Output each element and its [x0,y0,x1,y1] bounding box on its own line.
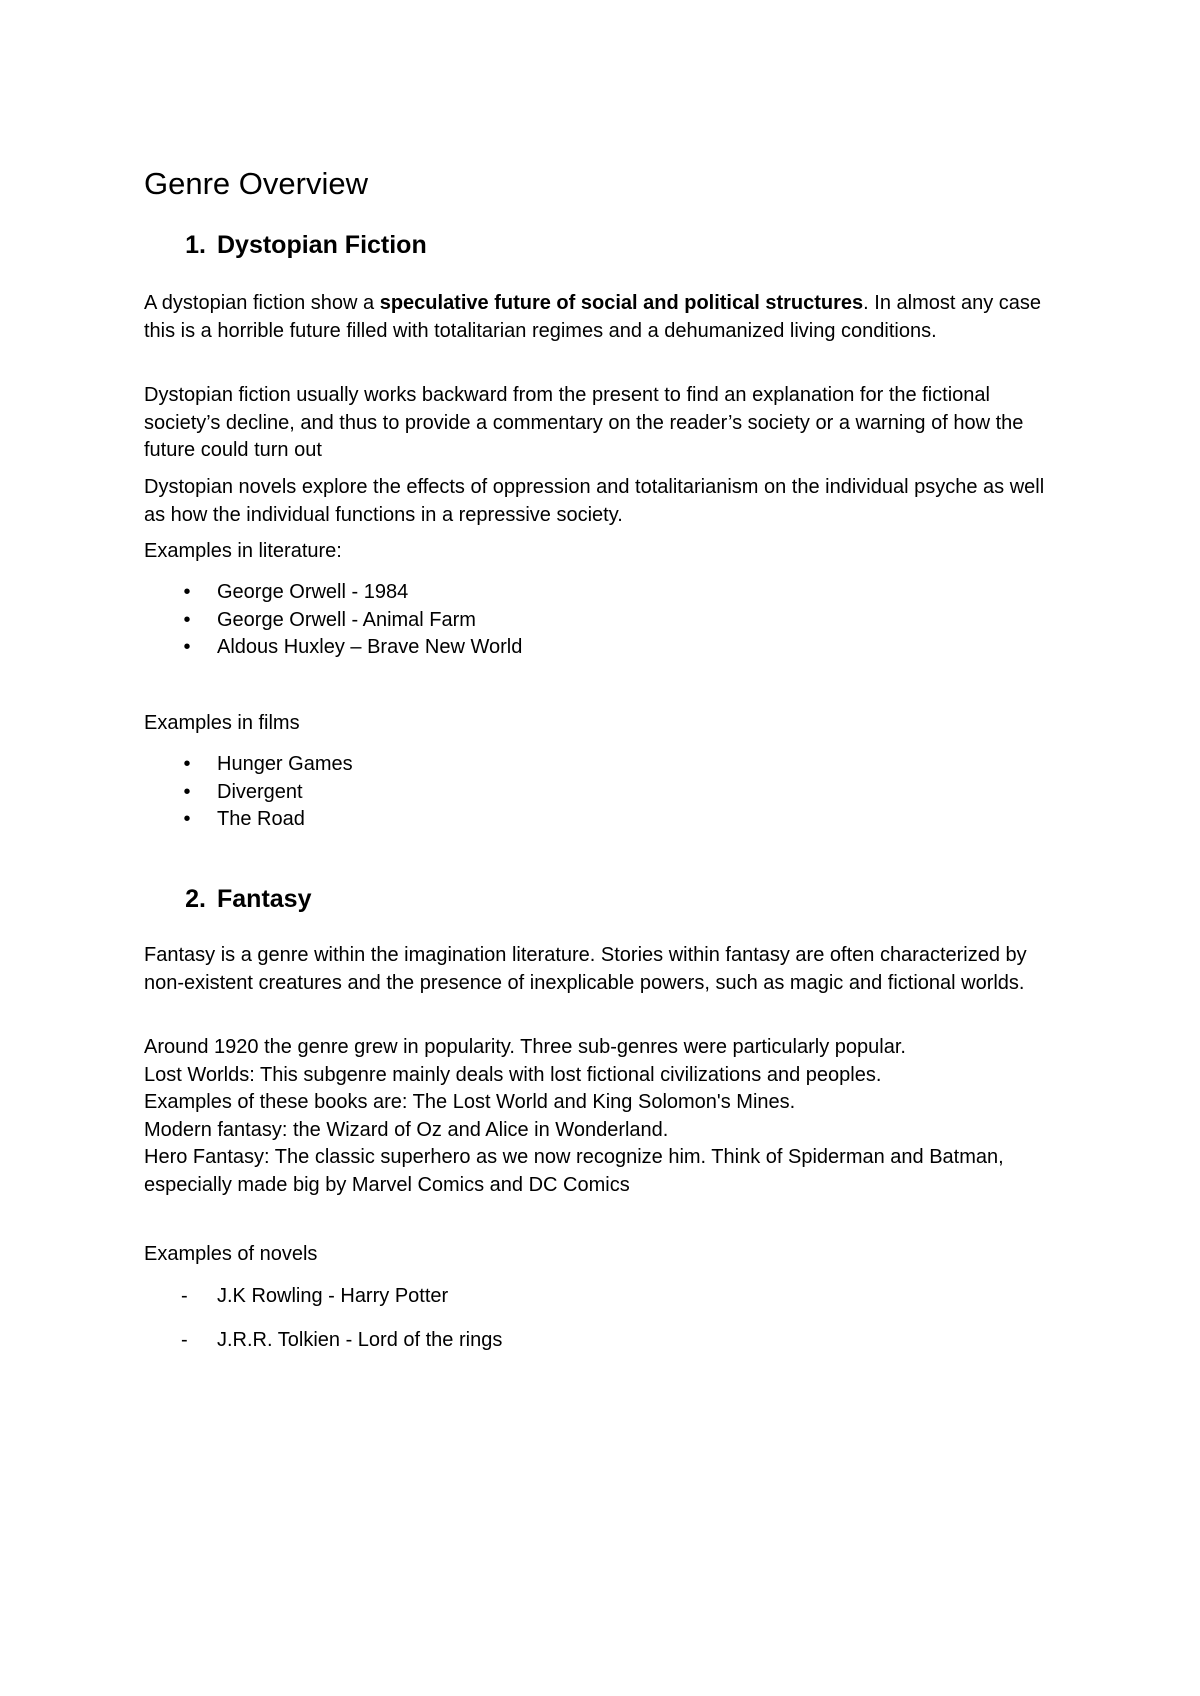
dystopian-paragraph: Dystopian novels explore the effects of oppression and totalitarianism on the individual psyche as well as how the individual functions in a repressive society. [144,476,1045,526]
list-item: • George Orwell - 1984 [144,579,522,607]
literature-examples-list [144,579,522,662]
film-examples-label: Examples in films [144,712,300,734]
section-heading-fantasy [144,884,311,914]
bullet-icon: • [183,780,191,803]
fantasy-paragraph: Around 1920 the genre grew in popularity. Three sub-genres were particularly popular. Lost Worlds: This subgenre mainly deals with lost fictional civilizations and peoples. Examples of these books are: The Lost World and King Solomon's Mines. Modern fantasy: the Wizard of Oz and Alice in Wonderland. Hero Fantasy: The classic superhero as we now recognize him. Think of Spiderman and Batman, especially made big by Marvel Comics and DC Comics [144,1036,1004,1196]
fantasy-paragraph: Fantasy is a genre within the imagination literature. Stories within fantasy are often characterized by non-existent creatures and the presence of inexplicable powers, such as magic and fictional worlds. [144,944,1027,994]
literature-examples-label: Examples in literature: [144,540,342,562]
section-number: 1. [185,231,206,259]
dystopian-paragraph: Dystopian fiction usually works backward from the present to find an explanation for the fictional society’s decline, and thus to provide a commentary on the reader’s society or a warning of how the future could turn out [144,384,1024,462]
section-number: 2. [185,885,206,913]
list-item: • Divergent [144,779,353,807]
dash-icon: - [181,1328,188,1351]
bullet-icon: • [183,753,191,775]
list-item: - J.K Rowling - Harry Potter [144,1283,502,1311]
novel-examples-label: Examples of novels [144,1243,318,1265]
document-title: Genre Overview [144,166,368,201]
section-title: Fantasy [217,885,312,913]
list-item: - J.R.R. Tolkien - Lord of the rings [144,1327,502,1355]
list-item: • The Road [144,806,353,834]
film-examples-list [144,751,353,834]
list-item: • Aldous Huxley – Brave New World [144,634,522,662]
list-item: • George Orwell - Animal Farm [144,607,522,635]
section-title: Dystopian Fiction [217,231,427,259]
list-item: • Hunger Games [144,751,353,779]
novel-examples-list [144,1283,502,1370]
bullet-icon: • [183,808,191,831]
bullet-icon: • [183,636,191,659]
emphasized-phrase: speculative future of social and political structures [379,292,864,314]
dash-icon: - [181,1285,188,1307]
bullet-icon: • [183,581,191,603]
section-heading-dystopian [144,230,427,260]
dystopian-intro-paragraph: A dystopian fiction show a speculative future of social and political structures. In almost any case this is a horrible future filled with totalitarian regimes and a dehumanized living conditions. [144,292,1042,342]
bullet-icon: • [183,608,191,631]
